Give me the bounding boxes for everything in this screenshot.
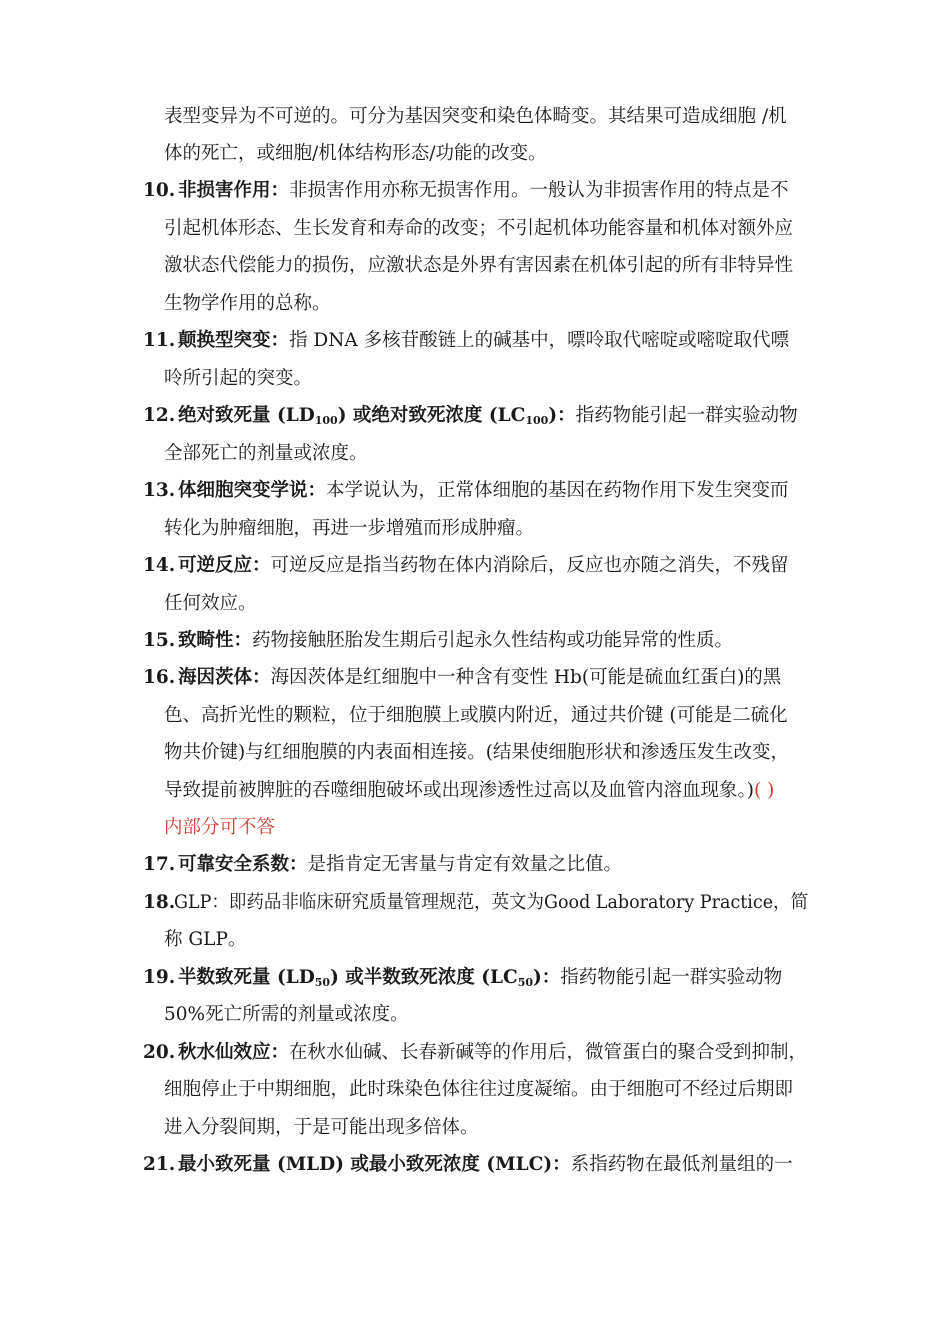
item-19-term-b: ) 或半数致死浓度 (LC	[330, 967, 518, 988]
item-16-line-4	[164, 778, 774, 804]
item-12-line-1	[178, 403, 798, 429]
item-15-text: 药物接触胚胎发生期后引起永久性结构或功能异常的性质。	[252, 630, 734, 651]
item-18-term: GLP：	[174, 892, 229, 913]
item-20-term: 秋水仙效应：	[178, 1042, 290, 1063]
item-16-text-4: 导致提前被脾脏的吞噬细胞破坏或出现渗透性过高以及血管内溶血现象。)	[164, 780, 754, 801]
item-18-number: 18.	[143, 892, 176, 913]
item-15-term: 致畸性：	[178, 630, 253, 651]
item-10-text: 非损害作用亦称无损害作用。一般认为非损害作用的特点是不	[289, 180, 789, 201]
item-19-number: 19.	[143, 967, 176, 988]
item-12-text: 指药物能引起一群实验动物	[575, 405, 798, 426]
item-20-line-2: 细胞停止于中期细胞，此时珠染色体往往过度凝缩。由于细胞可不经过后期即	[164, 1079, 794, 1100]
item-16-note: 内部分可不答	[164, 817, 276, 838]
item-19-line-1	[178, 965, 782, 991]
item-19-text: 指药物能引起一群实验动物	[560, 967, 783, 988]
item-21-term: 最小致死量 (MLD) 或最小致死浓度 (MLC)：	[178, 1154, 571, 1175]
item-18-line-1	[174, 890, 808, 916]
item-19-term-c: )：	[533, 967, 561, 988]
item-15-number: 15.	[143, 630, 176, 651]
item-18-text: 即药品非临床研究质量管理规范，英文为Good Laboratory Practice，简	[228, 892, 809, 913]
item-13-term: 体细胞突变学说：	[178, 480, 327, 501]
item-21-line-1	[178, 1152, 793, 1178]
item-10-number: 10.	[143, 180, 176, 201]
item-19-term-a: 半数致死量 (LD	[178, 967, 315, 988]
item-12-sub-b: 100	[525, 414, 549, 427]
item-11-term: 颠换型突变：	[178, 330, 290, 351]
item-17-term: 可靠安全系数：	[178, 854, 308, 875]
item-12-term-b: ) 或绝对致死浓度 (LC	[337, 405, 526, 426]
item-16-note-paren: ( )	[753, 780, 775, 801]
item-21-number: 21.	[143, 1154, 176, 1175]
item-12-term-a: 绝对致死量 (LD	[178, 405, 315, 426]
item-16-line-3: 物共价键)与红细胞膜的内表面相连接。(结果使细胞形状和渗透压发生改变，	[164, 742, 789, 763]
item-12-number: 12.	[143, 405, 176, 426]
item-20-line-3: 进入分裂间期，于是可能出现多倍体。	[164, 1117, 479, 1138]
item-19-term	[178, 967, 560, 988]
item-14-text: 可逆反应是指当药物在体内消除后，反应也亦随之消失，不残留	[270, 555, 789, 576]
item-14-number: 14.	[143, 555, 176, 576]
item-13-number: 13.	[143, 480, 176, 501]
item-12-term	[178, 405, 576, 426]
item-16-term: 海因茨体：	[178, 667, 271, 688]
item-14-line-1	[178, 553, 789, 579]
intro-line-2: 体的死亡，或细胞/机体结构形态/功能的改变。	[164, 143, 547, 164]
item-14-line-2: 任何效应。	[164, 593, 257, 614]
item-17-number: 17.	[143, 854, 176, 875]
item-19-sub-b: 50	[517, 976, 533, 989]
intro-line-1: 表型变异为不可逆的。可分为基因突变和染色体畸变。其结果可造成细胞 /机	[164, 106, 787, 127]
item-17-line-1	[178, 852, 622, 878]
item-20-number: 20.	[143, 1042, 176, 1063]
item-10-line-1	[178, 178, 789, 204]
item-19-sub-a: 50	[314, 976, 331, 989]
item-19-line-2: 50%死亡所需的剂量或浓度。	[164, 1004, 409, 1025]
item-13-line-1	[178, 478, 789, 504]
item-11-line-2: 呤所引起的突变。	[164, 368, 313, 389]
item-11-number: 11.	[143, 330, 176, 351]
item-13-text: 本学说认为，正常体细胞的基因在药物作用下发生突变而	[326, 480, 789, 501]
item-20-line-1	[178, 1040, 807, 1066]
item-17-text: 是指肯定无害量与肯定有效量之比值。	[307, 854, 623, 875]
item-14-term: 可逆反应：	[178, 555, 271, 576]
item-11-text: 指 DNA 多核苷酸链上的碱基中，嘌呤取代嘧啶或嘧啶取代嘌	[289, 330, 790, 351]
item-12-term-c: )：	[548, 405, 576, 426]
item-10-line-4: 生物学作用的总称。	[164, 293, 331, 314]
item-13-line-2: 转化为肿瘤细胞，再进一步增殖而形成肿瘤。	[164, 518, 535, 539]
item-16-number: 16.	[143, 667, 176, 688]
item-16-text: 海因茨体是红细胞中一种含有变性 Hb(可能是硫血红蛋白)的黑	[270, 667, 782, 688]
item-10-line-2: 引起机体形态、生长发育和寿命的改变；不引起机体功能容量和机体对额外应	[164, 218, 794, 239]
item-21-text: 系指药物在最低剂量组的一	[570, 1154, 793, 1175]
item-12-sub-a: 100	[314, 414, 338, 427]
item-16-line-1	[178, 665, 781, 691]
item-16-line-2: 色、高折光性的颗粒，位于细胞膜上或膜内附近，通过共价键 (可能是二硫化	[164, 705, 788, 726]
item-20-text: 在秋水仙碱、长春新碱等的作用后，微管蛋白的聚合受到抑制，	[289, 1042, 808, 1063]
item-18-line-2: 称 GLP。	[164, 929, 247, 950]
item-15-line-1	[178, 628, 733, 654]
item-12-line-2: 全部死亡的剂量或浓度。	[164, 443, 368, 464]
item-10-line-3: 激状态代偿能力的损伤，应激状态是外界有害因素在机体引起的所有非特异性	[164, 255, 794, 276]
item-11-line-1	[178, 328, 789, 354]
item-10-term: 非损害作用：	[178, 180, 290, 201]
